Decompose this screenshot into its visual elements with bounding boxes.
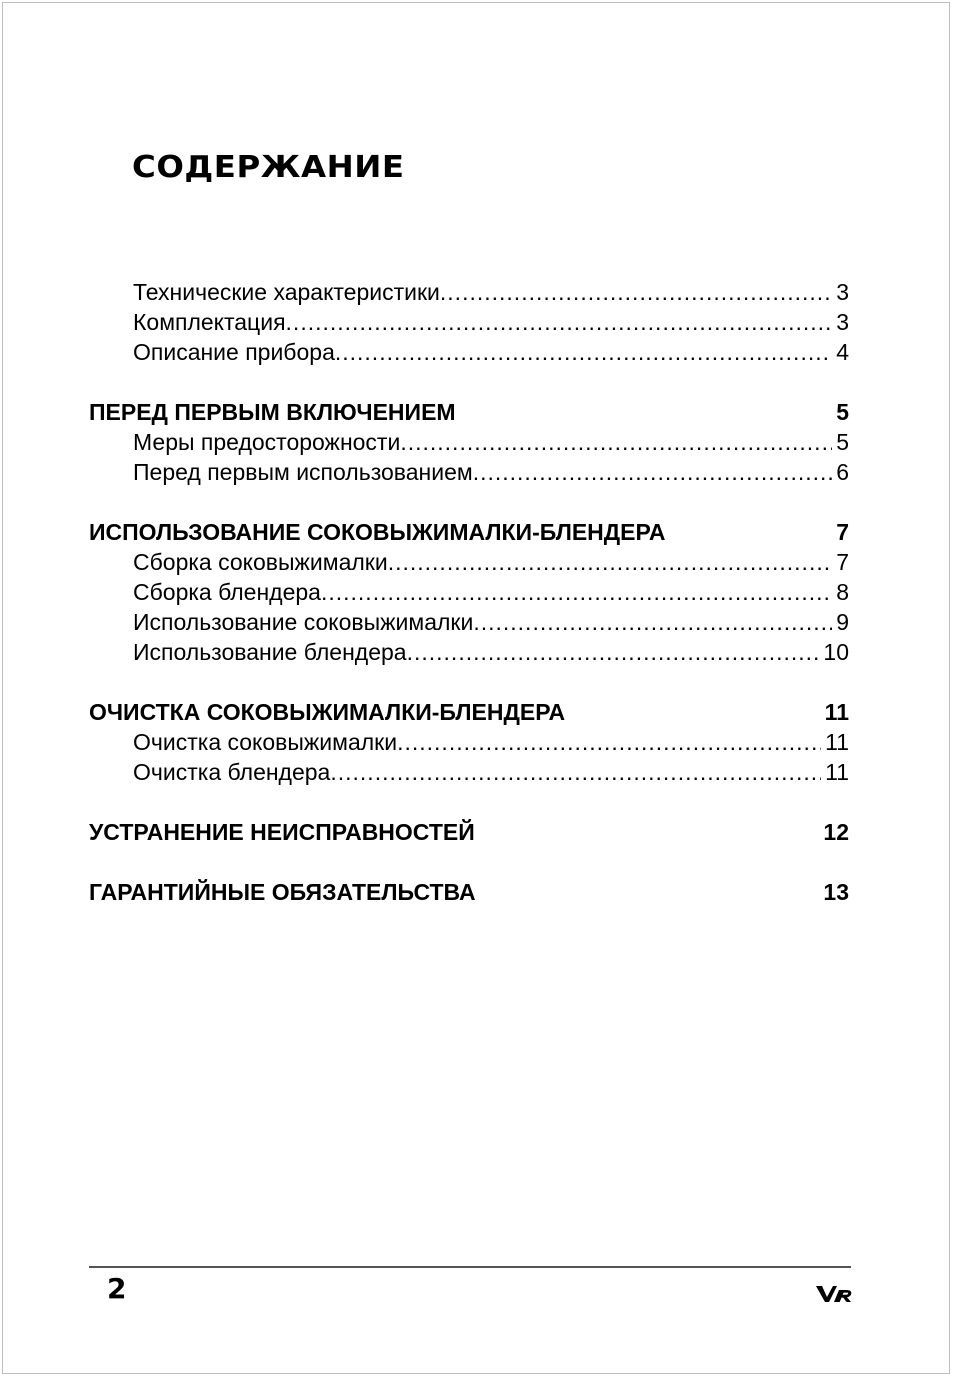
toc-entry-label: Технические характеристики — [133, 279, 440, 305]
brand-logo-icon — [815, 1283, 853, 1305]
toc-section-page: 5 — [836, 399, 849, 425]
toc-entry-label: Очистка блендера — [133, 759, 331, 785]
toc-section-page: 7 — [836, 519, 849, 545]
toc-entry-page: 7 — [836, 549, 849, 575]
toc-section-title: ПЕРЕД ПЕРВЫМ ВКЛЮЧЕНИЕМ — [89, 399, 456, 425]
toc-leader-dots — [473, 609, 832, 636]
toc-section-title: ИСПОЛЬЗОВАНИЕ СОКОВЫЖИМАЛКИ-БЛЕНДЕРА — [89, 519, 666, 545]
toc-entry[interactable] — [133, 639, 849, 666]
toc-entry-label: Описание прибора — [133, 339, 335, 365]
toc-section[interactable] — [89, 819, 849, 846]
toc-entry[interactable] — [133, 549, 849, 576]
toc-entry-page: 11 — [825, 729, 849, 755]
toc-entry-page: 6 — [836, 459, 849, 485]
toc-leader-dots — [473, 459, 833, 486]
toc-entry-page: 8 — [836, 579, 849, 605]
toc-entry[interactable] — [133, 729, 849, 756]
toc-section[interactable] — [89, 399, 849, 426]
toc-leader-dots — [330, 759, 821, 786]
toc-entry-label: Меры предосторожности — [133, 429, 401, 455]
toc-entry[interactable] — [133, 339, 849, 366]
toc-entry[interactable] — [133, 579, 849, 606]
toc-section-page: 12 — [823, 819, 849, 845]
toc-section-title: ГАРАНТИЙНЫЕ ОБЯЗАТЕЛЬСТВА — [89, 879, 476, 905]
toc-entry-page: 4 — [836, 339, 849, 365]
toc-leader-dots — [400, 429, 832, 456]
toc-entry[interactable] — [133, 279, 849, 306]
footer-divider — [89, 1266, 851, 1268]
toc-leader-dots — [388, 549, 833, 576]
toc-leader-dots — [397, 729, 821, 756]
toc-entry-page: 3 — [836, 279, 849, 305]
toc-entry[interactable] — [133, 459, 849, 486]
toc-entry-page: 10 — [823, 639, 849, 665]
toc-entry-page: 5 — [836, 429, 849, 455]
toc-entry-label: Сборка соковыжималки — [133, 549, 388, 575]
toc-leader-dots — [335, 339, 832, 366]
toc-entry[interactable] — [133, 429, 849, 456]
toc-entry-page: 3 — [836, 309, 849, 335]
toc-section-page: 13 — [823, 879, 849, 905]
page-border — [2, 2, 950, 1374]
toc-entry-page: 11 — [825, 759, 849, 785]
page-number: 2 — [107, 1272, 127, 1305]
toc-leader-dots — [321, 579, 832, 606]
toc-entry-label: Сборка блендера — [133, 579, 321, 605]
toc-entry[interactable] — [133, 309, 849, 336]
toc-entry[interactable] — [133, 759, 849, 786]
toc-entry-label: Перед первым использованием — [133, 459, 473, 485]
toc-section[interactable] — [89, 519, 849, 546]
toc-section-title: ОЧИСТКА СОКОВЫЖИМАЛКИ-БЛЕНДЕРА — [89, 699, 566, 725]
toc-section-page: 11 — [824, 699, 849, 725]
page-title: СОДЕРЖАНИЕ — [132, 150, 405, 185]
toc-section-title: УСТРАНЕНИЕ НЕИСПРАВНОСТЕЙ — [89, 819, 475, 845]
toc-entry-label: Очистка соковыжималки — [133, 729, 398, 755]
toc-leader-dots — [407, 639, 820, 666]
toc-section[interactable] — [89, 879, 849, 906]
toc-entry-page: 9 — [836, 609, 849, 635]
toc-leader-dots — [286, 309, 833, 336]
toc-entry-label: Комплектация — [133, 309, 286, 335]
toc-leader-dots — [440, 279, 832, 306]
toc-entry-label: Использование соковыжималки — [133, 609, 474, 635]
toc-entry-label: Использование блендера — [133, 639, 407, 665]
toc-entry[interactable] — [133, 609, 849, 636]
toc-section[interactable] — [89, 699, 849, 726]
